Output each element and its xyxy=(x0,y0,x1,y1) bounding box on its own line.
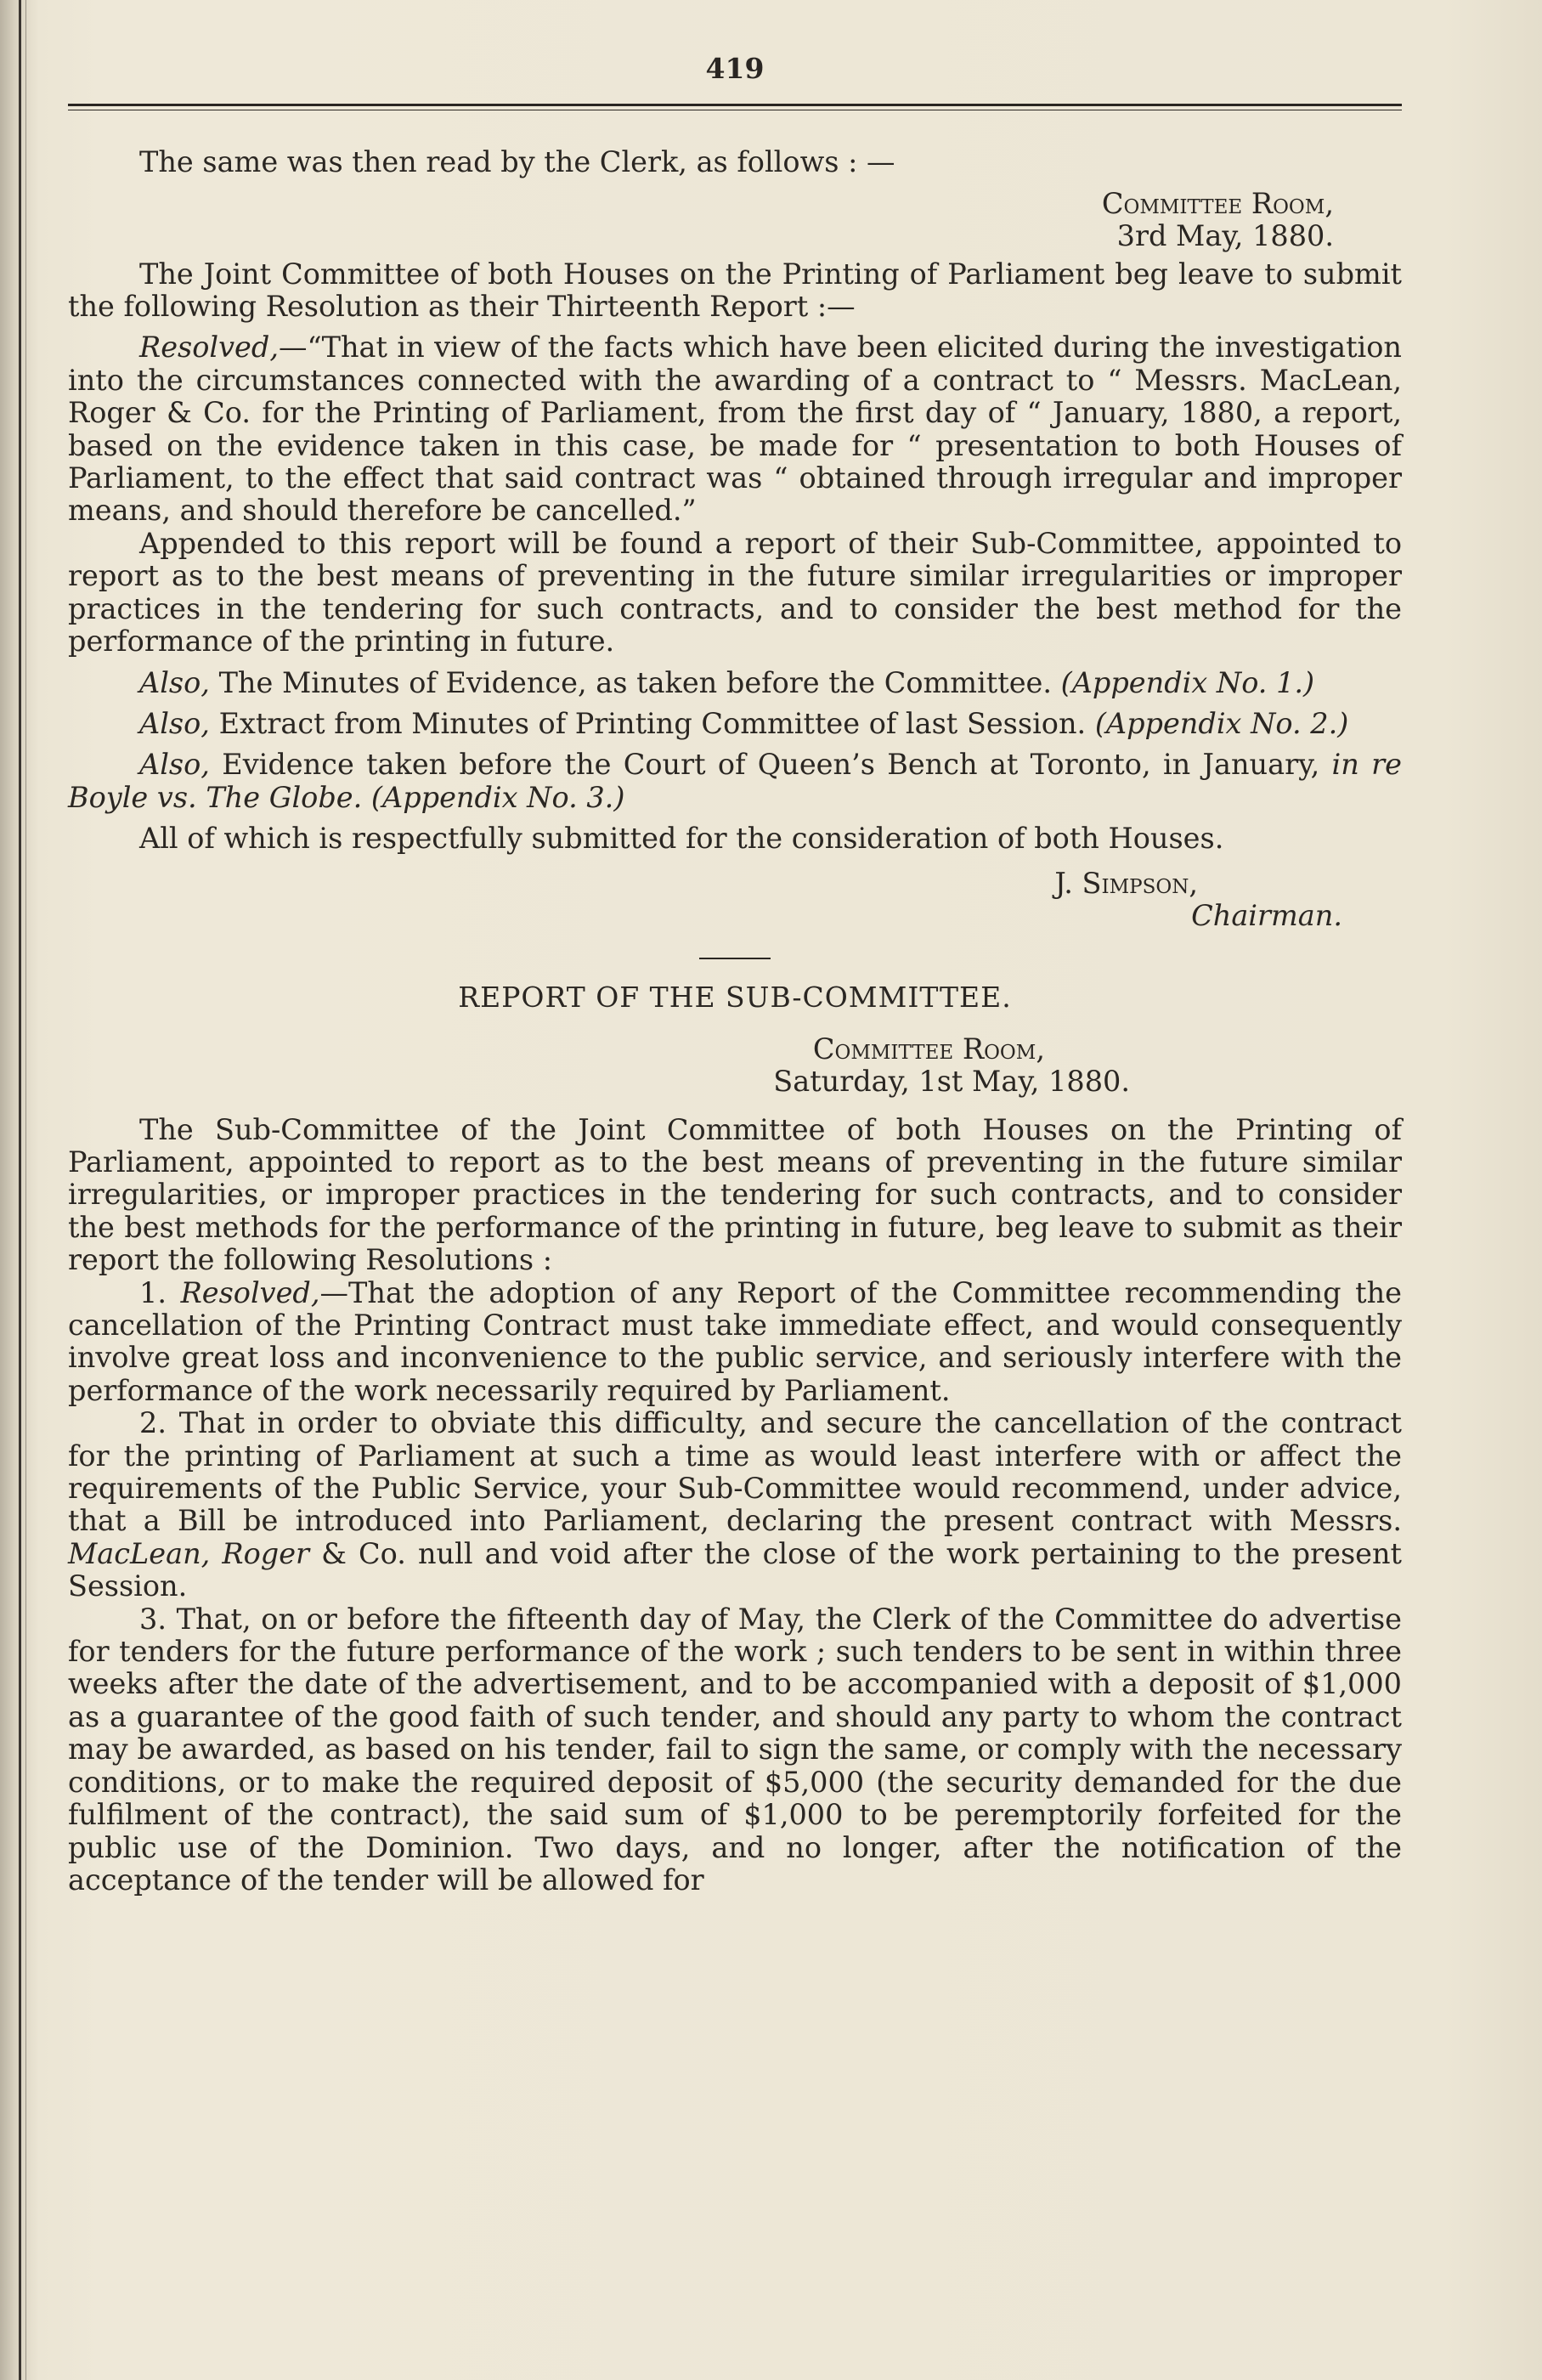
also3-case: in re Boyle vs. The Globe. xyxy=(68,748,1402,814)
report-also-1 xyxy=(68,667,1402,699)
intro-line: The same was then read by the Clerk, as follows : — xyxy=(139,145,895,179)
subcommittee-heading: REPORT OF THE SUB-COMMITTEE. xyxy=(458,981,1012,1015)
also3-text: Evidence taken before the Court of Queen’s Bench at Toronto, in January, xyxy=(209,748,1332,782)
report-also-3 xyxy=(68,749,1402,814)
res1-text: —That the adoption of any Report of the Committee recommending the cancellation of the Printing Contract must take immediate effect, and would consequently involve great loss and inconvenience to the public service, and seriously interfere with the performance of the work necessarily required by Parliament. xyxy=(68,1275,1402,1407)
also3-ref: (Appendix No. 3.) xyxy=(362,780,625,814)
res3-text: That, on or before the fifteenth day of May, the Clerk of the Committee do advertise for tenders for the future performance of the work ; such tenders to be sent in within three weeks after the date of the advertisement, and to be accompanied with a deposit of $1,000 as a guarantee of the good faith of such tender, and should any party to whom the contract may be awarded, as based on his tender, fail to sign the same, or comply with the necessary conditions, or to make the required deposit of $5,000 (the security demanded for the due fulfilment of the contract), the said sum of $1,000 to be peremptorily forfeited for the public use of the Dominion. Two days, and no longer, after the notification of the acceptance of the tender will be allowed for xyxy=(68,1602,1402,1897)
report-closing: All of which is respectfully submitted for the consideration of both Houses. xyxy=(139,822,1224,856)
res2-number: 2. xyxy=(139,1406,167,1440)
header-rule-thick xyxy=(68,104,1402,106)
binding-spine xyxy=(19,0,21,2380)
page-number: 419 xyxy=(705,52,765,85)
also1-label: Also, xyxy=(139,665,210,699)
report-place-text: Committee Room, xyxy=(1101,186,1334,220)
res1-number: 1. xyxy=(139,1275,167,1309)
report-also-2 xyxy=(68,708,1402,740)
also2-text: Extract from Minutes of Printing Committee of last Session. xyxy=(209,706,1095,740)
res2-firm: MacLean, Roger xyxy=(68,1536,310,1570)
also1-text: The Minutes of Evidence, as taken before the Committee. xyxy=(209,665,1061,699)
resolved-label: Resolved, xyxy=(139,331,279,365)
res1-label: Resolved, xyxy=(180,1275,320,1309)
signature-title: Chairman. xyxy=(1191,898,1342,932)
resolution-2 xyxy=(68,1407,1402,1603)
page-content xyxy=(68,53,1402,1897)
signature-name xyxy=(68,868,1198,900)
res2-text-b: & Co. null and void after the close of the work pertaining to the present Session. xyxy=(68,1536,1402,1603)
also1-ref: (Appendix No. 1.) xyxy=(1060,665,1315,699)
subcommittee-place-text: Committee Room, xyxy=(812,1032,1045,1066)
res2-text-a: That in order to obviate this difficulty, and secure the cancellation of the contract for the printing of Parliament at such a time as would least interfere with or affect the requirements of the Public Service, your Sub-Committee would recommend, under advice, that a Bill be introduced into Parliament, declaring the present contract with Messrs. xyxy=(68,1406,1402,1538)
resolution-1 xyxy=(68,1277,1402,1408)
resolved-text: —“That in view of the facts which have been elicited during the investigation into the circumstances connected with the awarding of a contract to “ Messrs. MacLean, Roger & Co. for the Printing of Parliament, from the first day of “ January, 1880, a report, based on the evidence taken in this case, be made for “ presentation to both Houses of Parliament, to the effect that said contract was “ obtained through irregular and improper means, and should therefore be cancelled.” xyxy=(68,331,1402,528)
section-divider xyxy=(699,958,771,959)
binding-spine-shadow xyxy=(25,0,26,2380)
subcommittee-opening: The Sub-Committee of the Joint Committee of both Houses on the Printing of Parliament, appointed to report as to the best means of preventing in the future similar irregularities, or improper practices in the tendering for such contracts, and to consider the best methods for the performance of the printing in future, beg leave to submit as their report the following Resolutions : xyxy=(68,1112,1402,1277)
report-date: 3rd May, 1880. xyxy=(1116,219,1334,253)
subcommittee-place xyxy=(68,1033,1045,1066)
report-resolution xyxy=(68,331,1402,527)
also2-label: Also, xyxy=(139,706,210,740)
res3-number: 3. xyxy=(139,1602,167,1636)
signature-name-text: J. Simpson, xyxy=(1054,866,1198,900)
report-place xyxy=(68,188,1334,220)
report-opening: The Joint Committee of both Houses on the Printing of Parliament beg leave to submit the following Resolution as their Thirteenth Report :— xyxy=(68,257,1402,324)
resolution-3 xyxy=(68,1603,1402,1897)
also3-label: Also, xyxy=(139,748,210,782)
also2-ref: (Appendix No. 2.) xyxy=(1094,706,1349,740)
subcommittee-date: Saturday, 1st May, 1880. xyxy=(773,1065,1130,1099)
report-appended: Appended to this report will be found a report of their Sub-Committee, appointed to report as to the best means of preventing in the future similar irregularities or improper practices in the tendering for such contracts, and to consider the best method for the performance of the printing in future. xyxy=(68,526,1402,659)
